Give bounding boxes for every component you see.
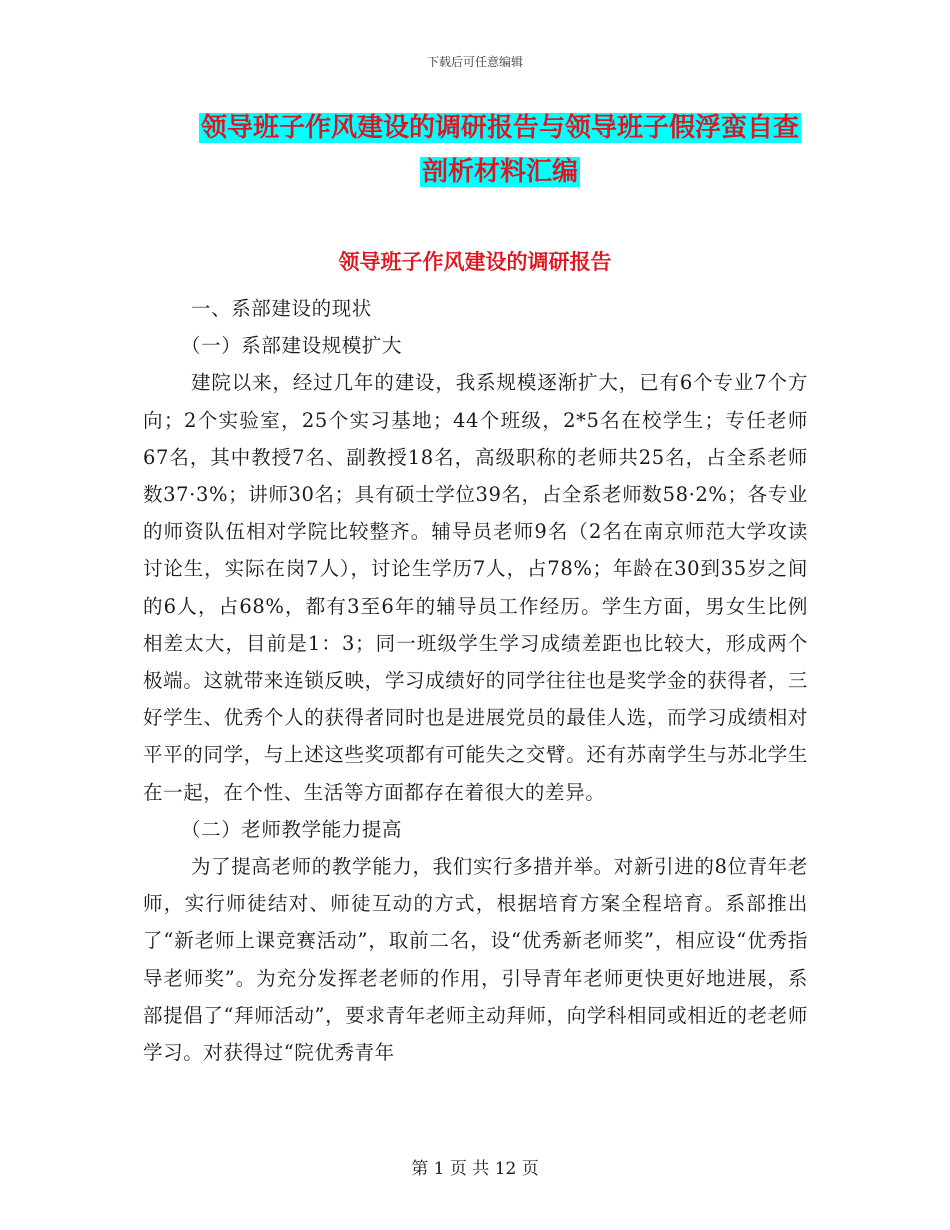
paragraph-2: 为了提高老师的教学能力，我们实行多措并举。对新引进的8位青年老师，实行师徒结对、师徒互动的方式，根据培育方案全程培育。系部推出了“新老师上课竞赛活动”，取前二名，设“优秀新老师奖”，相应设“优秀指导老师奖”。为充分发挥老老师的作用，引导青年老师更快更好地进展，系部提倡了“拜师活动”，要求青年老师主动拜师，向学科相同或相近的老老师学习。对获得过“院优秀青年 — [143, 855, 808, 1065]
title-line-1: 领导班子作风建设的调研报告与领导班子假浮蛮自查 — [200, 113, 799, 143]
heading-1-2: （二）老师教学能力提高 — [181, 817, 403, 841]
title-line-2: 剖析材料汇编 — [421, 157, 578, 187]
header-note: 下载后可任意编辑 — [426, 55, 523, 69]
section-title: 领导班子作风建设的调研报告 — [338, 250, 612, 274]
heading-1-1: （一）系部建设规模扩大 — [181, 334, 403, 358]
paragraph-1: 建院以来，经过几年的建设，我系规模逐渐扩大，已有6个专业7个方向；2个实验室，25个实习基地；44个班级，2*5名在校学生；专任老师67名，其中教授7名、副教授18名，高级职称的老师共25名，占全系老师数37·3%；讲师30名；具有硕士学位39名，占全系老师数58·2%；各专业的师资队伍相对学院比较整齐。辅导员老师9名（2名在南京师范大学攻读讨论生，实际在岗7人），讨论生学历7人，占78%；年龄在30到35岁之间的6人，占68%，都有3至6年的辅导员工作经历。学生方面，男女生比例相差太大，目前是1：3；同一班级学生学习成绩差距也比较大，形成两个极端。这就带来连锁反映，学习成绩好的同学往往也是奖学金的获得者，三好学生、优秀个人的获得者同时也是进展党员的最佳人选，而学习成绩相对平平的同学，与上述这些奖项都有可能失之交臂。还有苏南学生与苏北学生在一起，在个性、生活等方面都存在着很大的差异。 — [143, 371, 808, 804]
document-title — [150, 106, 850, 194]
document-body — [143, 290, 808, 1071]
page-number: 第 1 页 共 12 页 — [411, 1159, 539, 1179]
heading-1: 一、系部建设的现状 — [191, 297, 372, 320]
